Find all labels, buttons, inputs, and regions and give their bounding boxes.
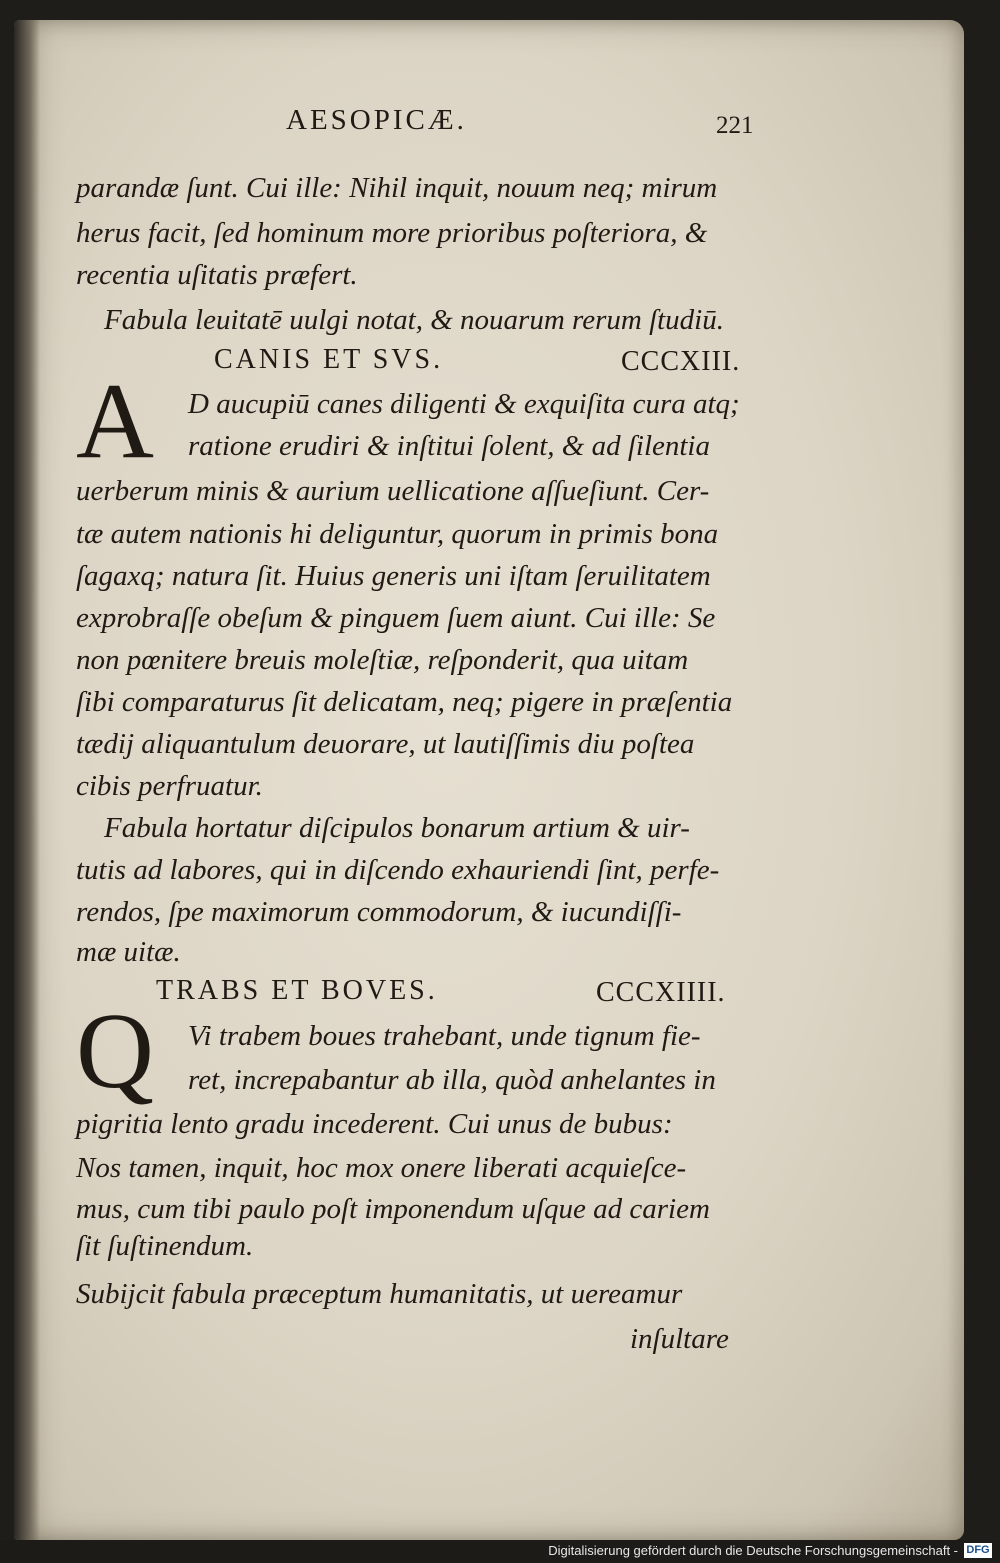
text-line: ſagaxq; natura ſit. Huius generis uni iſtam ſeruilitatem bbox=[76, 560, 711, 592]
moral-line: Subijcit fabula præceptum humanitatis, ut uereamur bbox=[76, 1278, 683, 1310]
moral-line: rendos, ſpe maximorum commodorum, & iucundiſſi- bbox=[76, 896, 682, 928]
moral-line: tutis ad labores, qui in diſcendo exhauriendi ſint, perfe- bbox=[76, 854, 720, 886]
text-line: tæ autem nationis hi deliguntur, quorum in primis bona bbox=[76, 518, 719, 550]
text-line: exprobraſſe obeſum & pinguem ſuem aiunt. Cui ille: Se bbox=[76, 602, 716, 634]
moral-line: Fabula leuitatē uulgi notat, & nouarum rerum ſtudiū. bbox=[104, 304, 724, 336]
text-line: parandæ ſunt. Cui ille: Nihil inquit, nouum neq; mirum bbox=[76, 172, 718, 204]
text-line: D aucupiū canes diligenti & exquiſita cura atq; bbox=[188, 388, 740, 420]
text-line: Vi trabem boues trahebant, unde tignum fie- bbox=[188, 1020, 701, 1052]
text-line: recentia uſitatis præfert. bbox=[76, 259, 358, 291]
text-line: non pœnitere breuis moleſtiæ, reſponderit, qua uitam bbox=[76, 644, 689, 676]
moral-line: Fabula hortatur diſcipulos bonarum artium & uir- bbox=[104, 812, 690, 844]
fable-numeral: CCCXIIII. bbox=[596, 977, 726, 1008]
text-line: mus, cum tibi paulo poſt imponendum uſque ad cariem bbox=[76, 1193, 710, 1225]
digitization-credit: Digitalisierung gefördert durch die Deutsche Forschungsgemeinschaft - bbox=[548, 1543, 958, 1558]
book-page bbox=[14, 20, 964, 1540]
catchword: inſultare bbox=[630, 1323, 729, 1355]
text-line: cibis perfruatur. bbox=[76, 770, 263, 802]
moral-line: mæ uitæ. bbox=[76, 936, 181, 968]
dfg-logo-icon: DFG bbox=[964, 1543, 992, 1558]
text-line: Nos tamen, inquit, hoc mox onere liberati acquieſce- bbox=[76, 1152, 687, 1184]
drop-cap-initial: Q bbox=[76, 992, 154, 1111]
text-line: ſibi comparaturus ſit delicatam, neq; pigere in præſentia bbox=[76, 686, 733, 718]
text-line: pigritia lento gradu incederent. Cui unus de bubus: bbox=[76, 1108, 673, 1140]
text-line: ſit ſuſtinendum. bbox=[76, 1230, 254, 1262]
page-gutter-shadow bbox=[14, 20, 40, 1540]
drop-cap-initial: A bbox=[76, 362, 154, 481]
text-line: tædij aliquantulum deuorare, ut lautiſſimis diu poſtea bbox=[76, 728, 695, 760]
text-line: ratione erudiri & inſtitui ſolent, & ad ſilentia bbox=[188, 430, 710, 462]
fable-numeral: CCCXIII. bbox=[621, 346, 741, 377]
running-head: AESOPICÆ. bbox=[286, 104, 467, 136]
text-line: herus facit, ſed hominum more prioribus poſteriora, & bbox=[76, 217, 708, 249]
fable-title: CANIS ET SVS. bbox=[214, 344, 444, 375]
fable-title: TRABS ET BOVES. bbox=[156, 975, 438, 1006]
text-line: ret, increpabantur ab illa, quòd anhelantes in bbox=[188, 1064, 716, 1096]
page-number: 221 bbox=[716, 112, 754, 139]
footer-bar bbox=[0, 1540, 1000, 1563]
text-line: uerberum minis & aurium uellicatione aſſueſiunt. Cer- bbox=[76, 475, 710, 507]
